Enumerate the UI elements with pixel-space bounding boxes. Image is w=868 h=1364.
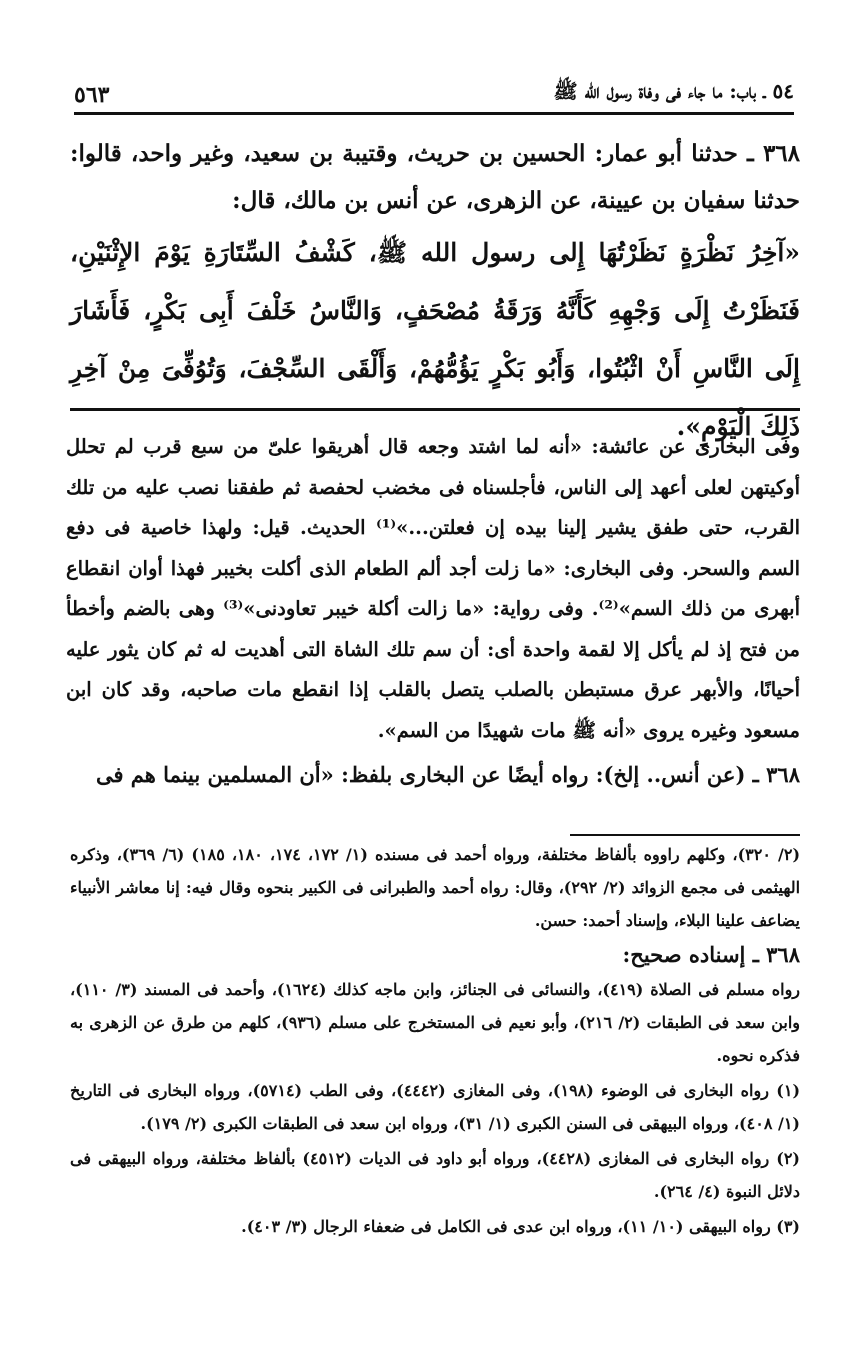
hadith-matn: «آخِرُ نَظْرَةٍ نَظَرْتُهَا إِلى رسول الله ﷺ، كَشْفُ السِّتَارَةِ يَوْمَ الإِثْنَيْنِ، فَنَظَرْتُ إِلَى وَجْهِهِ كَأَنَّهُ وَرَقَةُ مُصْحَفٍ، وَالنَّاسُ خَلْفَ أَبِى بَكْرٍ، فَأَشَارَ إِلَى النَّاسِ أَنْ اثْبُتُوا، وَأَبُو بَكْرٍ يَؤُمُّهُمْ، وَأَلْقَى السِّجْفَ، وَتُوُفِّىَ مِنْ آخِرِ ذَلِكَ الْيَوْمِ». (70, 238, 800, 441)
section-divider (70, 408, 800, 411)
page-number: ٥٦٣ (74, 82, 110, 108)
footnote-1: (١) رواه البخارى فى الوضوء (١٩٨)، وفى المغازى (٤٤٤٢)، وفى الطب (٥٧١٤)، ورواه البخارى فى التاريخ (١/ ٤٠٨)، ورواه البيهقى فى السنن الكبرى (١/ ٣١)، ورواه ابن سعد فى الطبقات الكبرى (٢/ ١٧٩). (70, 1081, 801, 1133)
footnote-divider (570, 834, 800, 836)
chapter-title: ٥٤ ـ باب: ما جاء فى وفاة رسول الله ﷺ (553, 79, 794, 103)
hadith-isnad: ٣٦٨ ـ حدثنا أبو عمار: الحسين بن حريث، وقتيبة بن سعيد، وغير واحد، قالوا: حدثنا سفيان بن عيينة، عن الزهرى، عن أنس بن مالك، قال: (70, 140, 800, 214)
commentary-text: وفى البخارى عن عائشة: «أنه لما اشتد وجعه قال أهريقوا علىّ من سبع قرب لم تحلل أوكيتهن لعلى أعهد إلى الناس، فأجلسناه فى مخضب لحفصة ثم طفقنا نصب عليه من تلك القرب، حتى طفق يشير إلينا بيده إن فعلتن...»⁽¹⁾ الحديث. قيل: ولهذا خاصية فى دفع السم والسحر. وفى البخارى: «ما زلت أجد ألم الطعام الذى أكلت بخيبر فهذا أوان انقطاع أبهرى من ذلك السم»⁽²⁾. وفى رواية: «ما زالت أكلة خيبر تعاودنى»⁽³⁾ وهى بالضم وأخطأ من فتح إذ لم يأكل إلا لقمة واحدة أى: أن سم تلك الشاة التى أهديت له ثم كان يثور عليه أحيانًا، والأبهر عرق مستبطن بالصلب يتصل بالقلب إذا انقطع مات صاحبه، وقد كان ابن مسعود وغيره يروى «أنه ﷺ مات شهيدًا من السم». (66, 435, 801, 742)
footnotes-block (70, 838, 800, 1243)
footnote-2: (٢) رواه البخارى فى المغازى (٤٤٢٨)، ورواه أبو داود فى الديات (٤٥١٢) بألفاظ مختلفة، ورواه البيهقى فى دلائل النبوة (٤/ ٢٦٤). (70, 1149, 800, 1201)
footnote-carryover: (٢/ ٣٢٠)، وكلهم راووه بألفاظ مختلفة، ورواه أحمد فى مسنده (١/ ١٧٢، ١٧٤، ١٨٠، ١٨٥) (٦/ ٣٦٩)، وذكره الهيثمى فى مجمع الزوائد (٢/ ٢٩٢)، وقال: رواه أحمد والطبرانى فى الكبير بنحوه وقال فيه: إنا معاشر الأنبياء يضاعف علينا البلاء، وإسناد أحمد: حسن. (70, 845, 801, 930)
commentary-next-hadith: ٣٦٨ ـ (عن أنس.. إلخ): رواه أيضًا عن البخارى بلفظ: «أن المسلمين بينما هم فى (95, 762, 800, 787)
page-header (74, 70, 794, 115)
isnad-text: رواه مسلم فى الصلاة (٤١٩)، والنسائى فى الجنائز، وابن ماجه كذلك (١٦٢٤)، وأحمد فى المسند (٣/ ١١٠)، وابن سعد فى الطبقات (٢/ ٢١٦)، وأبو نعيم فى المستخرج على مسلم (٩٣٦)، كلهم من طرق عن الزهرى به فذكره نحوه. (70, 980, 801, 1065)
commentary-block (66, 427, 800, 796)
footnote-3: (٣) رواه البيهقى (١٠/ ١١)، ورواه ابن عدى فى الكامل فى ضعفاء الرجال (٣/ ٤٠٣). (241, 1217, 800, 1236)
isnad-heading: ٣٦٨ ـ إسناده صحيح: (622, 942, 800, 967)
